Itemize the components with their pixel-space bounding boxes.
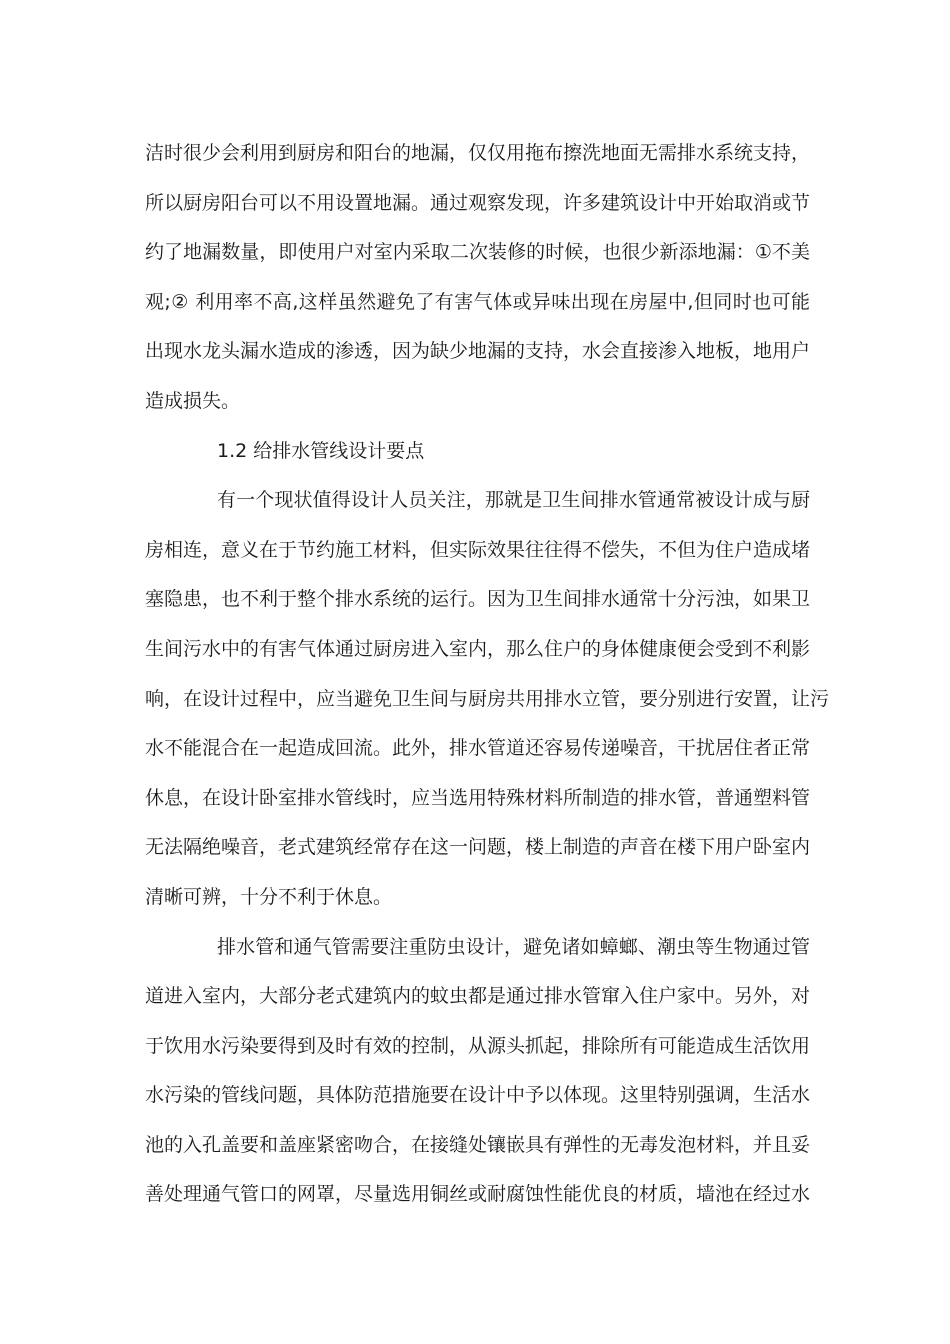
text-line: 排水管和通气管需要注重防虫设计，避免诸如蟑螂、潮虫等生物通过管 (217, 935, 810, 958)
text-line: 塞隐患，也不利于整个排水系统的运行。因为卫生间排水通常十分污浊，如果卫 (145, 588, 811, 611)
text-line: 响，在设计过程中，应当避免卫生间与厨房共用排水立管，要分别进行安置，让污 (145, 687, 830, 710)
text-line: 洁时很少会利用到厨房和阳台的地漏，仅仅用拖布擦洗地面无需排水系统支持， (145, 142, 811, 164)
paragraph-2 (145, 476, 830, 922)
text-line: 生间污水中的有害气体通过厨房进入室内，那么住户的身体健康便会受到不利影 (145, 637, 811, 660)
text-line: 有一个现状值得设计人员关注，那就是卫生间排水管通常被设计成与厨 (217, 489, 810, 512)
text-line: 所以厨房阳台可以不用设置地漏。通过观察发现，许多建筑设计中开始取消或节 (145, 191, 811, 214)
text-line: 清晰可辨，十分不利于休息。 (145, 885, 393, 908)
text-line: 休息，在设计卧室排水管线时，应当选用特殊材料所制造的排水管，普通塑料管 (145, 786, 811, 809)
text-line: 于饮用水污染要得到及时有效的控制，从源头抓起，排除所有可能造成生活饮用 (145, 1034, 811, 1057)
paragraph-1 (145, 129, 810, 427)
text-line: 池的入孔盖要和盖座紧密吻合，在接缝处镶嵌具有弹性的无毒发泡材料，并且妥 (145, 1133, 811, 1156)
text-line: 房相连，意义在于节约施工材料，但实际效果往往得不偿失，不但为住户造成堵 (145, 538, 811, 561)
text-line: 约了地漏数量，即使用户对室内采取二次装修的时候，也很少新添地漏：①不美 (145, 241, 810, 264)
text-line: 观;② 利用率不高,这样虽然避免了有害气体或异味出现在房屋中,但同时也可能 (145, 290, 810, 313)
text-line: 善处理通气管口的网罩，尽量选用铜丝或耐腐蚀性能优良的材质，墙池在经过水 (145, 1183, 811, 1206)
text-line: 造成损失。 (145, 389, 241, 412)
document-body (145, 129, 830, 1220)
text-line: 无法隔绝噪音，老式建筑经常存在这一问题，楼上制造的声音在楼下用户卧室内 (145, 836, 811, 859)
text-line: 水不能混合在一起造成回流。此外，排水管道还容易传递噪音，干扰居住者正常 (145, 737, 811, 760)
paragraph-3 (145, 923, 810, 1221)
text-line: 道进入室内，大部分老式建筑内的蚊虫都是通过排水管窜入住户家中。另外，对 (145, 985, 811, 1008)
section-heading: 1.2 给排水管线设计要点 (217, 439, 425, 462)
text-line: 水污染的管线问题，具体防范措施要在设计中予以体现。这里特别强调，生活水 (145, 1084, 811, 1107)
text-line: 出现水龙头漏水造成的渗透，因为缺少地漏的支持，水会直接渗入地板，地用户 (145, 340, 811, 363)
